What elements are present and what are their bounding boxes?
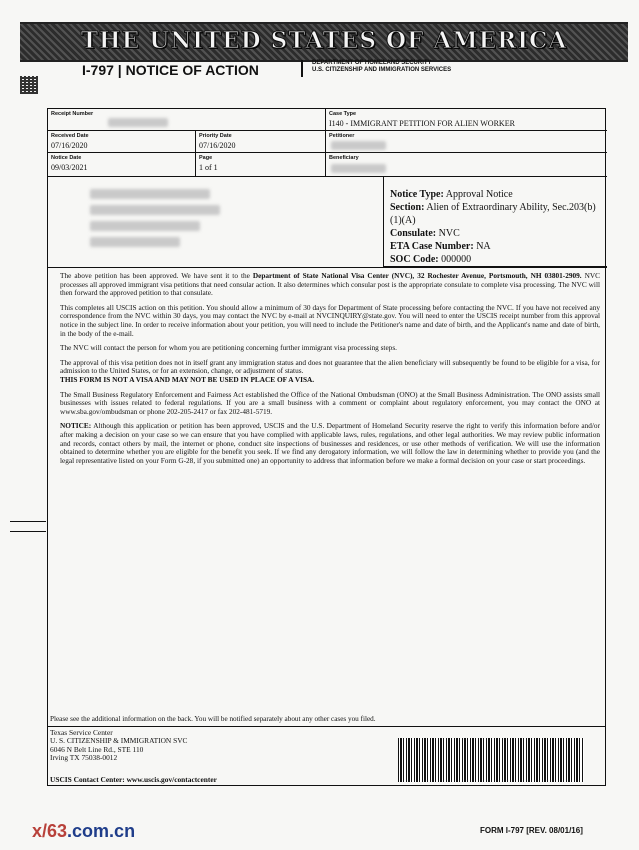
paragraph-text: NVC processes all approved immigrant visa petitions that need consular action. It also determines which consular post is the appropriate consulate to complete visa processing. The NVC will then forward the approved petition to that consulate. [60,271,600,298]
margin-mark [10,531,46,532]
redaction-blur [90,205,220,215]
service-center-street: 6046 N Belt Line Rd., STE 110 [50,744,144,754]
petitioner-label: Petitioner [329,133,355,139]
eta-label: ETA Case Number: [390,241,474,252]
paragraph-verification-notice [60,422,600,465]
paragraph-text: Although this application or petition has been approved, USCIS and the U.S. Department of Homeland Security reserve the right to verify this information before and/or after making a decision on your case so we can ensure that you have complied with applicable laws, rules, regulations, and other legal authorities. We may review public information and records, contact others by mail, the internet or phone, conduct site inspections of businesses and residences, or use other methods of verification. We will use the information obtained to determine whether you are eligible for the benefit you seek. If we find any derogatory information, we will follow the law in determining whether to provide you (and the legal representative listed on your Form G-28, if you submitted one) an opportunity to address that information before we make a formal decision on your case or start proceedings. [60,421,600,465]
mailing-address-block [48,177,383,267]
watermark-part1: x/63 [32,821,68,841]
service-center-agency: U. S. CITIZENSHIP & IMMIGRATION SVC [50,736,188,746]
eta-value: NA [476,241,491,252]
receipt-number-label: Receipt Number [51,111,94,117]
section-value: Alien of Extraordinary Ability, Sec.203(b)(1)(A) [390,202,596,226]
banner-title: THE UNITED STATES OF AMERICA [80,27,568,54]
receipt-number-cell [48,109,326,131]
consulate-value: NVC [438,228,460,239]
page-cell [196,153,326,177]
notice-body [60,272,600,471]
department-line1: DEPARTMENT OF HOMELAND SECURITY [312,60,432,66]
form-revision: FORM I-797 [REV. 08/01/16] [480,826,583,835]
section-divider [48,267,607,268]
department-label [312,60,451,74]
section-label: Section: [390,202,425,213]
beneficiary-cell [326,153,607,177]
received-date-cell [48,131,196,153]
paragraph-nvc-contact: The NVC will contact the person for whom you are petitioning concerning further immigrant visa processing steps. [60,343,397,353]
barcode-icon [398,738,584,782]
footer-divider [48,726,605,727]
case-type-value: I140 - IMMIGRANT PETITION FOR ALIEN WORKER [329,119,515,128]
paragraph-uscis-action: This completes all USCIS action on this petition. You should allow a minimum of 30 days for Department of State processing before contacting the NVC. If you have not received any correspondence from the NVC within 30 days, you may contact the NVC by e-mail at NVCINQUIRY@state.gov. You will need to enter the USCIS receipt number from this approval notice in the subject line. In order to receive information about your petition, you will need to include the Petitioner's name and date of birth, and the Applicant's name and date of birth, in the body of the e-mail. [60,302,600,338]
notice-type-line [390,188,600,201]
notice-date-cell [48,153,196,177]
beneficiary-label: Beneficiary [329,155,359,161]
soc-label: SOC Code: [390,254,439,265]
petitioner-cell [326,131,607,153]
priority-date-cell [196,131,326,153]
margin-mark [10,521,46,522]
paragraph-approval [60,272,600,298]
section-line [390,201,600,227]
consulate-line [390,227,600,240]
department-line2: U.S. CITIZENSHIP AND IMMIGRATION SERVICES [312,67,452,73]
redaction-blur [331,164,386,173]
service-center-address [50,729,187,763]
case-type-label: Case Type [329,111,357,117]
redaction-blur [108,118,168,127]
redaction-blur [90,237,180,247]
notice-info [390,188,600,266]
notice-date-value: 09/03/2021 [51,163,88,172]
priority-date-value: 07/16/2020 [199,141,236,150]
notice-date-label: Notice Date [51,155,82,161]
watermark-part2: .com.cn [67,821,136,841]
page-label: Page [199,155,213,161]
not-a-visa-warning: THIS FORM IS NOT A VISA AND MAY NOT BE USED IN PLACE OF A VISA. [60,374,315,384]
received-date-value: 07/16/2020 [51,141,88,150]
soc-value: 000000 [441,254,472,265]
service-center-name: Texas Service Center [50,728,113,737]
form-title: I-797 | NOTICE OF ACTION [82,62,259,78]
paragraph-text: The approval of this visa petition does not in itself grant any immigration status and does not guarantee that the alien beneficiary will subsequently be found to be eligible for a visa, for admission to the United States, or for an extension, change, or adjustment of status. [60,357,600,376]
country-banner [20,22,628,62]
title-divider [301,60,303,77]
2d-barcode-icon [20,76,38,94]
additional-info-note: Please see the additional information on the back. You will be notified separately about any other cases you filed. [50,715,376,723]
priority-date-label: Priority Date [199,133,232,139]
received-date-label: Received Date [51,133,89,139]
contact-center: USCIS Contact Center: www.uscis.gov/contactcenter [50,775,217,784]
eta-line [390,240,600,253]
soc-line [390,253,600,266]
service-center-city: Irving TX 75038-0012 [50,753,118,763]
redaction-blur [90,221,200,231]
consulate-label: Consulate: [390,228,437,239]
site-watermark [32,821,135,842]
paragraph-text: The above petition has been approved. We have sent it to the [60,271,253,280]
redaction-blur [90,189,210,199]
notice-type-value: Approval Notice [445,189,513,200]
paragraph-status-disclaimer [60,359,600,385]
paragraph-ombudsman: The Small Business Regulatory Enforcement and Fairness Act established the Office of the National Ombudsman (ONO) at the Small Business Administration. The ONO assists small businesses with issues related to federal regulations. If you are a small business with a comment or complaint about regulatory enforcement, you may contact the ONO at www.sba.gov/ombudsman or phone 202-205-2417 or fax 202-481-5719. [60,389,600,416]
notice-label: NOTICE: [60,421,92,431]
nvc-address: Department of State National Visa Center (NVC), 32 Rochester Avenue, Portsmouth, NH 03801-2909. [252,271,582,280]
page-value: 1 of 1 [199,163,218,172]
case-type-cell [326,109,607,131]
redaction-blur [331,141,386,150]
notice-type-label: Notice Type: [390,189,444,200]
